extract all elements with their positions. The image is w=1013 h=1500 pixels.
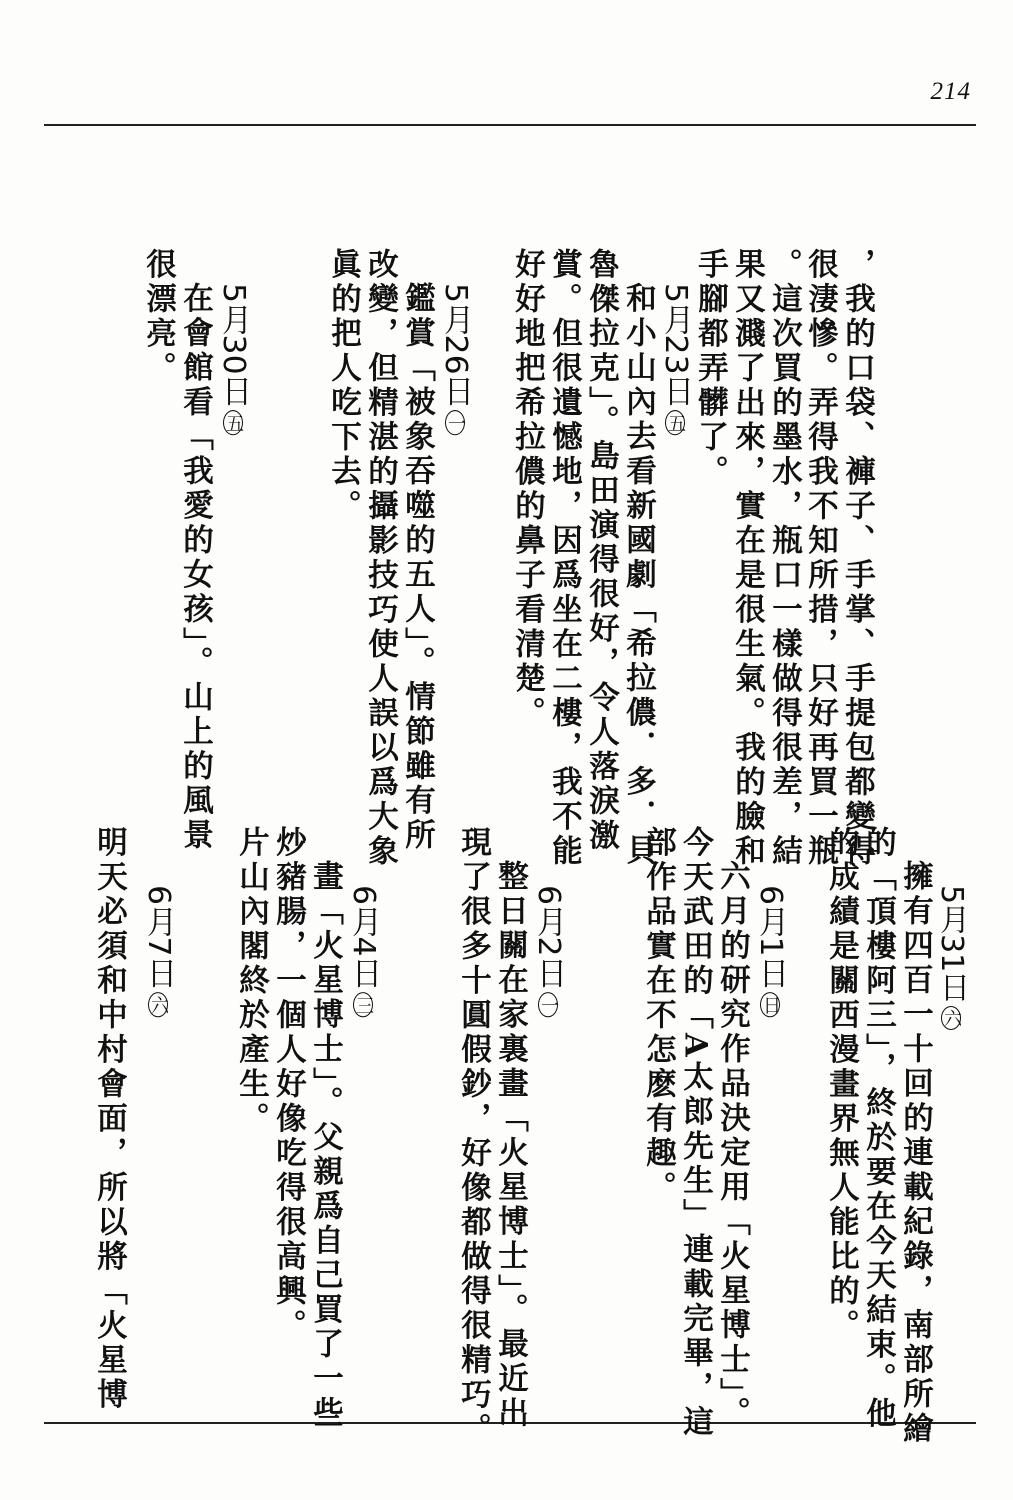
text-column: ，我的口袋、褲子、手掌、手提包都變得 bbox=[839, 248, 876, 869]
text-column: 很淒慘。弄得我不知所措，只好再買一瓶 bbox=[802, 248, 839, 869]
text-column: 的成績是關西漫畫界無人能比的。 bbox=[823, 826, 860, 1344]
text-column: 魯傑拉克」。島田演得很好，令人落淚激 bbox=[583, 248, 620, 854]
text-column: 眞的把人吃下去。 bbox=[325, 248, 362, 524]
text-column: 明天必須和中村會面，所以將「火星博 bbox=[91, 826, 128, 1413]
text-column: 和小山內去看新國劇「希拉儂．多．貝 bbox=[620, 282, 657, 869]
text-column: 賞。但很遺憾地，因爲坐在二樓，我不能 bbox=[546, 248, 583, 869]
text-column: 炒豬腸，一個人好像吃得很高興。 bbox=[270, 826, 307, 1344]
text-column: 片山內閣終於產生。 bbox=[233, 826, 270, 1137]
date-heading: 5月31日六 bbox=[936, 885, 966, 1030]
date-heading: 6月4日三 bbox=[348, 885, 378, 1017]
text-column: 的「頂樓阿三」，終於要在今天結束。他 bbox=[860, 826, 897, 1432]
text-column: 整日關在家裏畫「火星博士」。最近出 bbox=[492, 860, 529, 1432]
text-column: 果又濺了出來，實在是很生氣。我的臉和 bbox=[729, 248, 766, 869]
text-column: 鑑賞「被象吞噬的五人」。情節雖有所 bbox=[399, 282, 436, 854]
date-heading: 5月26日一 bbox=[440, 283, 470, 436]
date-heading: 6月2日一 bbox=[533, 885, 563, 1017]
text-column: 好好地把希拉儂的鼻子看清楚。 bbox=[509, 248, 546, 731]
page-number: 214 bbox=[930, 78, 971, 105]
date-heading: 6月7日六 bbox=[143, 885, 173, 1017]
text-column: 六月的研究作品決定用「火星博士」。 bbox=[714, 860, 751, 1432]
date-heading: 5月30日五 bbox=[218, 283, 248, 436]
text-column: 。這次買的墨水，瓶口一樣做得很差，結 bbox=[766, 248, 803, 869]
date-heading: 5月23日五 bbox=[660, 283, 690, 436]
text-column: 手腳都弄髒了。 bbox=[692, 248, 729, 490]
text-column: 擁有四百一十回的連載紀錄，南部所繪 bbox=[897, 860, 934, 1447]
text-column: 畫「火星博士」。父親爲自己買了一些 bbox=[307, 860, 344, 1432]
text-column: 改變，但精湛的攝影技巧使人誤以爲大象 bbox=[362, 248, 399, 869]
top-rule bbox=[44, 124, 976, 126]
text-column: 很漂亮。 bbox=[140, 248, 177, 386]
text-column: 在會館看「我愛的女孩」。山上的風景 bbox=[177, 282, 214, 854]
text-column: 現了很多十圓假鈔，好像都做得很精巧。 bbox=[455, 826, 492, 1447]
text-column: 部作品實在不怎麽有趣。 bbox=[640, 826, 677, 1206]
date-heading: 6月1日日 bbox=[755, 885, 785, 1017]
text-column: 今天武田的「A太郎先生」連載完畢，這 bbox=[677, 826, 714, 1441]
